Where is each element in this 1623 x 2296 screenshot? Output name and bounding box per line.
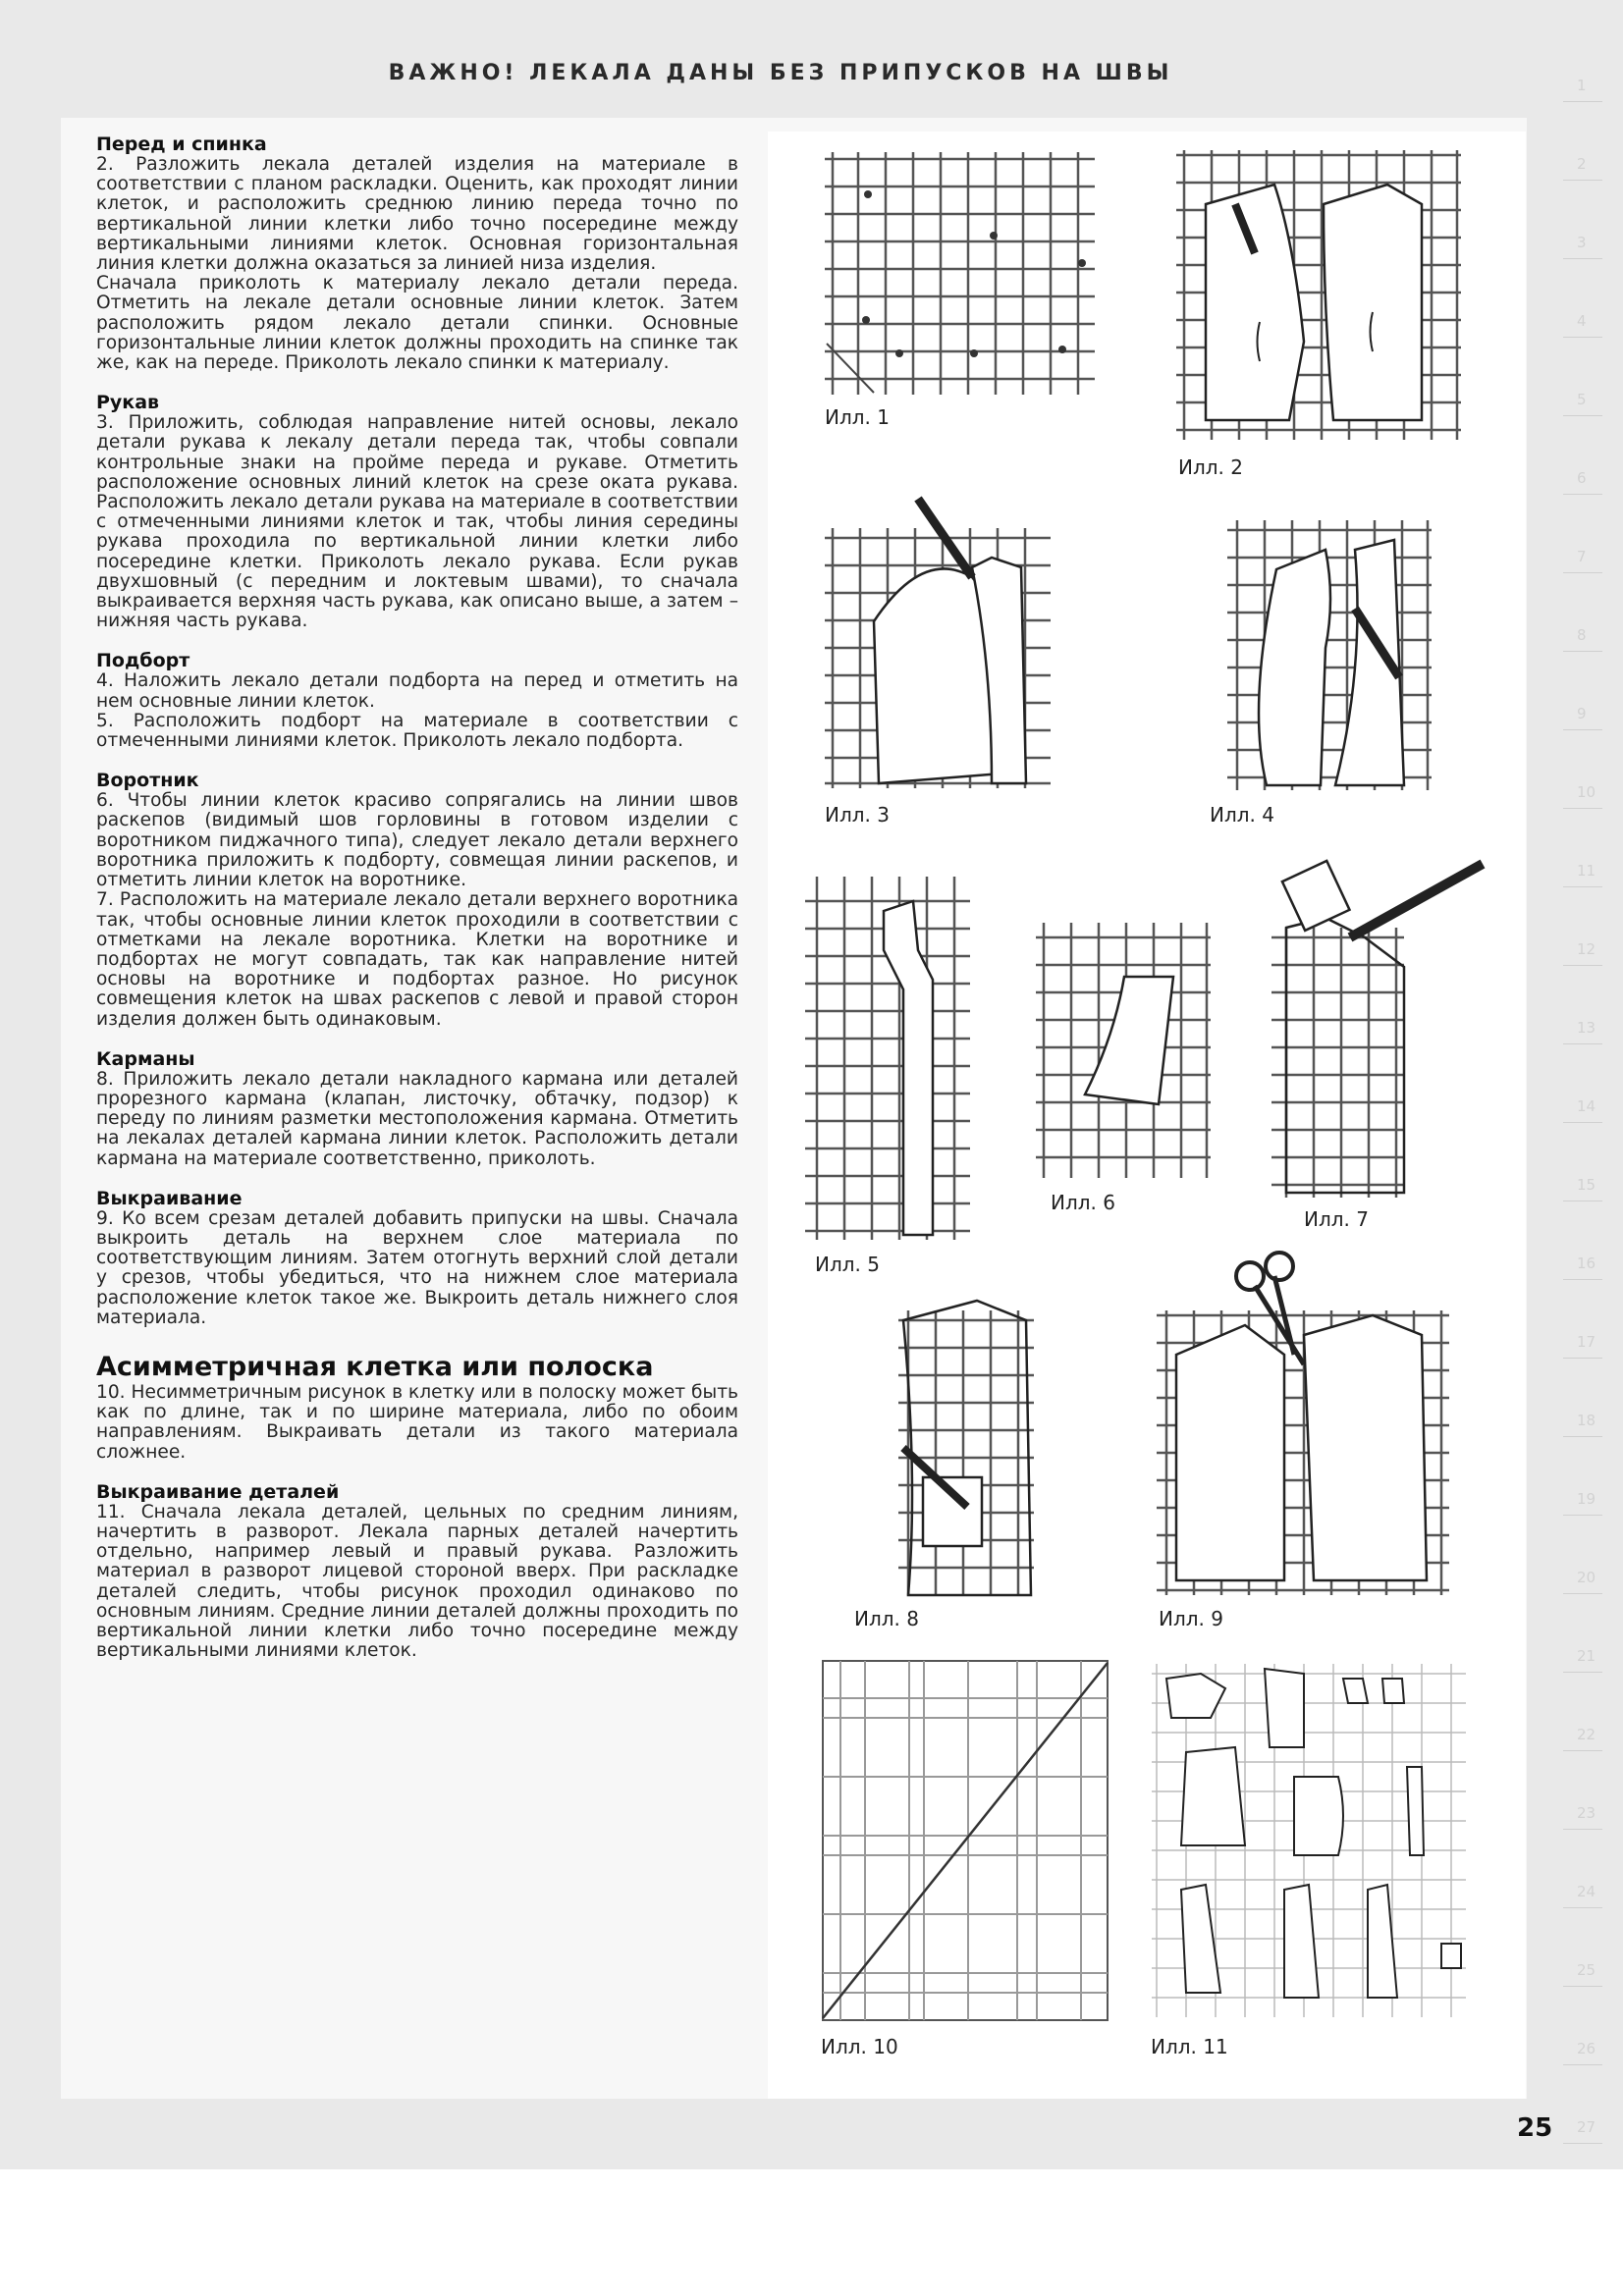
side-ruler bbox=[1563, 39, 1602, 2150]
section-heading: Воротник bbox=[96, 770, 199, 792]
ruler-tick bbox=[1563, 337, 1602, 338]
ruler-number: 22 bbox=[1577, 1726, 1596, 1743]
ruler-number: 8 bbox=[1577, 626, 1587, 644]
ruler-tick bbox=[1563, 415, 1602, 416]
ruler-number: 5 bbox=[1577, 391, 1587, 408]
section-cutting bbox=[96, 1188, 738, 1328]
ruler-tick bbox=[1563, 1515, 1602, 1516]
paragraph: 9. Ко всем срезам деталей добавить припуски на швы. Сначала выкроить деталь на верхнем слое материала по соответствующим линиям. Затем отогнуть верхний слой детали у срезов, чтобы убедиться, что на нижнем слое материала расположение клеток такое же. Выкроить деталь нижнего слоя материала. bbox=[96, 1207, 738, 1328]
page-header: ВАЖНО! ЛЕКАЛА ДАНЫ БЕЗ ПРИПУСКОВ НА ШВЫ bbox=[388, 61, 1173, 85]
page-number: 25 bbox=[1517, 2113, 1553, 2143]
ruler-tick bbox=[1563, 729, 1602, 730]
ruler-tick bbox=[1563, 808, 1602, 809]
ruler-tick bbox=[1563, 1436, 1602, 1437]
ruler-tick bbox=[1563, 1043, 1602, 1044]
paragraph: 6. Чтобы линии клеток красиво сопрягались на линии швов раскепов (видимый шов горловины в готовом изделии с воротником пиджачного типа), следует лекало детали верхнего воротника приложить к подборту, совмещая линии раскепов, и отметить линии клеток на воротнике. bbox=[96, 790, 738, 891]
ruler-tick bbox=[1563, 886, 1602, 887]
ruler-number: 11 bbox=[1577, 862, 1596, 880]
ruler-tick bbox=[1563, 1279, 1602, 1280]
ruler-tick bbox=[1563, 651, 1602, 652]
illustration-10 bbox=[821, 1659, 1110, 2022]
ruler-number: 19 bbox=[1577, 1490, 1596, 1508]
ruler-tick bbox=[1563, 101, 1602, 102]
paragraph: 5. Расположить подборт на материале в соответствии с отмеченными линиями клеток. Приколоть лекало подборта. bbox=[96, 710, 738, 752]
caption-9: Илл. 9 bbox=[1159, 1607, 1223, 1630]
ruler-number: 1 bbox=[1577, 77, 1587, 94]
text-column bbox=[96, 133, 738, 1680]
ruler-number: 4 bbox=[1577, 312, 1587, 330]
paragraph: 8. Приложить лекало детали накладного кармана или деталей прорезного кармана (клапан, листочку, обтачку, подзор) к переду по линиям разметки местоположения кармана. Отметить на лекалах деталей кармана линии клеток. Расположить детали кармана на материале соответственно, приколоть. bbox=[96, 1068, 738, 1169]
ruler-tick bbox=[1563, 1907, 1602, 1908]
ruler-number: 15 bbox=[1577, 1176, 1596, 1194]
ruler-number: 20 bbox=[1577, 1569, 1596, 1586]
caption-5: Илл. 5 bbox=[815, 1253, 880, 1276]
paragraph: 11. Сначала лекала деталей, цельных по средним линиям, начертить в разворот. Лекала парных деталей начертить отдельно, например левый и правый рукава. Разложить материал в разворот лицевой стороной вверх. При раскладке деталей следить, чтобы рисунок проходил одинаково по основным линиям. Средние линии деталей должны проходить по вертикальной линии клетки либо точно посередине между вертикальными линиями клеток. bbox=[96, 1501, 738, 1662]
ruler-tick bbox=[1563, 2064, 1602, 2065]
section-sleeve bbox=[96, 392, 738, 631]
paragraph: 7. Расположить на материале лекало детали верхнего воротника так, чтобы основные линии клеток проходили в соответствии с отметками на лекале воротника. Клетки на воротнике и подбортах не могут совпадать, так как направление нитей основы на воротнике и подбортах разное. Но рисунок совмещения клеток на швах раскепов с левой и правой сторон изделия должен быть одинаковым. bbox=[96, 889, 738, 1030]
ruler-tick bbox=[1563, 572, 1602, 573]
section-pockets bbox=[96, 1048, 738, 1169]
grid-pattern bbox=[1271, 928, 1404, 1198]
caption-11: Илл. 11 bbox=[1151, 2035, 1228, 2058]
illustration-7 bbox=[1267, 859, 1522, 1202]
ruler-tick bbox=[1563, 494, 1602, 495]
ruler-number: 3 bbox=[1577, 234, 1587, 251]
section-heading: Подборт bbox=[96, 650, 190, 672]
ruler-number: 24 bbox=[1577, 1883, 1596, 1900]
paragraph: 2. Разложить лекала деталей изделия на материале в соответствии с планом раскладки. Оценить, как проходят линии клеток, и расположить среднюю линию переда точно по вертикальной линии клетки либо точно посередине между вертикальными линиями клеток. Основная горизонтальная линия клетки должна оказаться за линией низа изделия. bbox=[96, 154, 738, 275]
ruler-tick bbox=[1563, 180, 1602, 181]
illustration-9 bbox=[1157, 1247, 1451, 1600]
ruler-tick bbox=[1563, 1672, 1602, 1673]
grid-pattern bbox=[825, 152, 1095, 395]
ruler-tick bbox=[1563, 1829, 1602, 1830]
caption-7: Илл. 7 bbox=[1304, 1207, 1369, 1231]
ruler-tick bbox=[1563, 965, 1602, 966]
section-heading: Выкраивание bbox=[96, 1187, 243, 1209]
illustration-5 bbox=[805, 872, 972, 1245]
section-heading: Карманы bbox=[96, 1047, 195, 1070]
section-asymmetric bbox=[96, 1352, 738, 1463]
grid-pattern bbox=[898, 1310, 1034, 1595]
ruler-tick bbox=[1563, 2143, 1602, 2144]
section-cutting-details bbox=[96, 1481, 738, 1662]
ruler-number: 9 bbox=[1577, 705, 1587, 722]
ruler-number: 27 bbox=[1577, 2118, 1596, 2136]
ruler-number: 26 bbox=[1577, 2040, 1596, 2057]
section-facing bbox=[96, 650, 738, 751]
ruler-tick bbox=[1563, 1986, 1602, 1987]
section-front-back bbox=[96, 133, 738, 373]
paragraph: Сначала приколоть к материалу лекало детали переда. Отметить на лекале детали основные линии клеток. Затем расположить рядом лекало детали спинки. Основные горизонтальные линии клеток должны проходить на спинке так же, как на переде. Приколоть лекало спинки к материалу. bbox=[96, 273, 738, 374]
illustration-3 bbox=[825, 489, 1053, 793]
caption-10: Илл. 10 bbox=[821, 2035, 898, 2058]
caption-4: Илл. 4 bbox=[1210, 803, 1274, 827]
caption-6: Илл. 6 bbox=[1051, 1191, 1115, 1214]
illustration-6 bbox=[1036, 918, 1213, 1183]
illustration-1 bbox=[825, 147, 1100, 402]
ruler-number: 7 bbox=[1577, 548, 1587, 565]
ruler-number: 17 bbox=[1577, 1333, 1596, 1351]
ruler-number: 13 bbox=[1577, 1019, 1596, 1037]
ruler-tick bbox=[1563, 1593, 1602, 1594]
caption-2: Илл. 2 bbox=[1178, 455, 1243, 479]
illustration-4 bbox=[1227, 510, 1434, 795]
section-collar bbox=[96, 770, 738, 1029]
paragraph: 3. Приложить, соблюдая направление нитей основы, лекало детали рукава к лекалу детали переда так, чтобы совпали контрольные знаки на пройме переда и рукаве. Отметить расположение основных линий клеток на срезе оката рукава. Расположить лекало детали рукава на материале в соответствии с отмеченными линиями клеток и так, чтобы линия середины рукава проходила по вертикальной линии клетки либо посередине клетки. Приколоть лекало рукава. Если рукав двухшовный (с передним и локтевым швами), то сначала выкраивается верхняя часть рукава, как описано выше, а затем – нижняя часть рукава. bbox=[96, 412, 738, 632]
illustration-2 bbox=[1176, 145, 1463, 450]
ruler-number: 2 bbox=[1577, 155, 1587, 173]
illustration-11 bbox=[1147, 1659, 1471, 2022]
illustration-8 bbox=[889, 1281, 1036, 1605]
big-heading: Асимметричная клетка или полоска bbox=[96, 1351, 654, 1382]
ruler-number: 10 bbox=[1577, 783, 1596, 801]
ruler-tick bbox=[1563, 1358, 1602, 1359]
section-heading: Перед и спинка bbox=[96, 133, 267, 155]
ruler-number: 23 bbox=[1577, 1804, 1596, 1822]
ruler-tick bbox=[1563, 258, 1602, 259]
caption-3: Илл. 3 bbox=[825, 803, 890, 827]
ruler-number: 6 bbox=[1577, 469, 1587, 487]
ruler-tick bbox=[1563, 1750, 1602, 1751]
ruler-tick bbox=[1563, 1122, 1602, 1123]
section-heading: Рукав bbox=[96, 392, 160, 414]
ruler-number: 14 bbox=[1577, 1097, 1596, 1115]
ruler-number: 16 bbox=[1577, 1255, 1596, 1272]
paragraph: 4. Наложить лекало детали подборта на перед и отметить на нем основные линии клеток. bbox=[96, 670, 738, 712]
paragraph: 10. Несимметричным рисунок в клетку или в полоску может быть как по длине, так и по ширине материала, либо по обоим направлениям. Выкраивать детали из такого материала сложнее. bbox=[96, 1381, 738, 1463]
section-heading: Выкраивание деталей bbox=[96, 1480, 340, 1503]
ruler-number: 12 bbox=[1577, 940, 1596, 958]
caption-8: Илл. 8 bbox=[854, 1607, 919, 1630]
ruler-number: 18 bbox=[1577, 1412, 1596, 1429]
ruler-number: 25 bbox=[1577, 1961, 1596, 1979]
ruler-number: 21 bbox=[1577, 1647, 1596, 1665]
caption-1: Илл. 1 bbox=[825, 405, 890, 429]
